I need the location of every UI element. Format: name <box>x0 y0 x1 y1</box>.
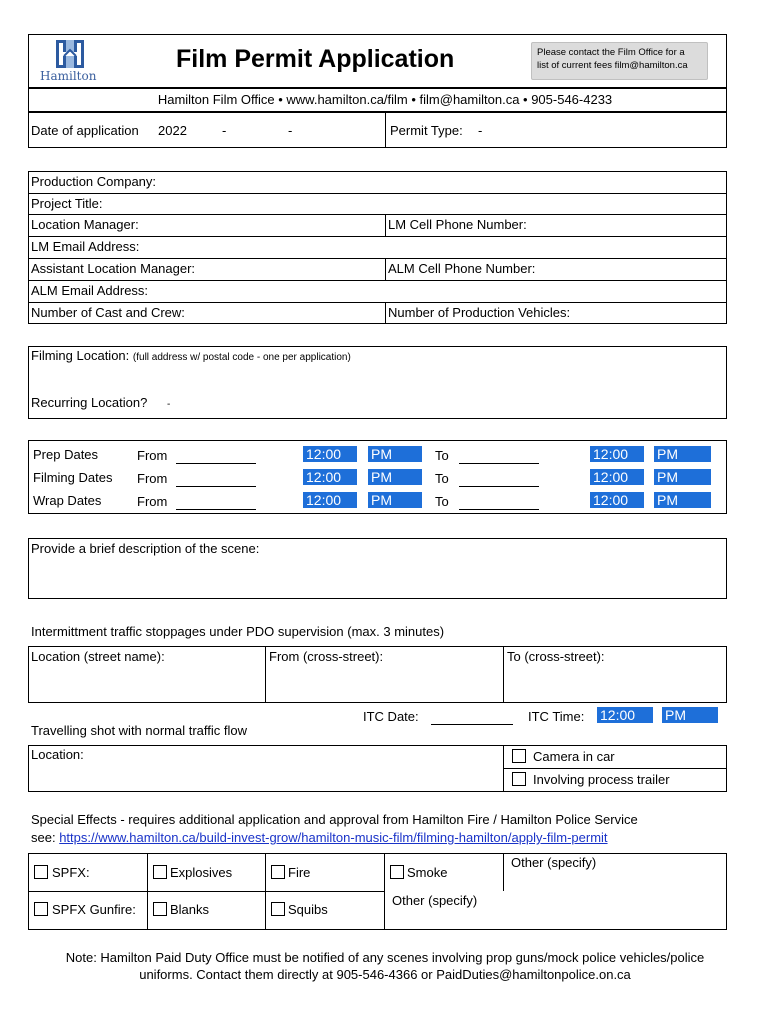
traffic-to-field[interactable]: To (cross-street): <box>507 649 605 664</box>
squibs-label: Squibs <box>288 902 328 917</box>
permit-type-select[interactable]: - <box>478 123 483 138</box>
travel-location-field[interactable]: Location: <box>31 747 84 762</box>
permit-type-label: Permit Type: <box>390 123 463 138</box>
camera-in-car-label: Camera in car <box>533 749 615 764</box>
location-manager-field[interactable]: Location Manager: <box>31 217 139 232</box>
itc-time-field[interactable]: 12:00 <box>597 707 653 723</box>
film-permit-link[interactable]: https://www.hamilton.ca/build-invest-grow/hamilton-music-film/filming-hamilton/apply-film-permit <box>59 830 608 845</box>
page-title: Film Permit Application <box>176 45 455 73</box>
smoke-label: Smoke <box>407 865 448 880</box>
effects-line2 <box>31 830 608 846</box>
filming-from-time[interactable]: 12:00 <box>303 469 357 485</box>
filming-from-date[interactable] <box>176 474 256 487</box>
spfx-checkbox[interactable] <box>34 865 48 879</box>
itc-ampm-field[interactable]: PM <box>662 707 718 723</box>
prep-to-date[interactable] <box>459 451 539 464</box>
filming-from-label: From <box>137 471 168 486</box>
date-month-sep[interactable]: - <box>222 123 227 138</box>
process-trailer-label: Involving process trailer <box>533 772 670 787</box>
note-line1: Note: Hamilton Paid Duty Office must be notified of any scenes involving prop guns/mock police vehicles/police <box>65 950 705 965</box>
prep-dates-label: Prep Dates <box>33 447 99 462</box>
effects-line1: Special Effects - requires additional application and approval from Hamilton Fire / Hamilton Police Service <box>31 812 638 827</box>
wrap-dates-label: Wrap Dates <box>33 493 102 508</box>
process-trailer-checkbox[interactable] <box>512 772 526 786</box>
explosives-checkbox[interactable] <box>153 865 167 879</box>
recurring-location-label: Recurring Location? <box>31 395 148 410</box>
smoke-checkbox[interactable] <box>390 865 404 879</box>
hamilton-logo <box>38 38 100 84</box>
wrap-from-time[interactable]: 12:00 <box>303 492 357 508</box>
wrap-from-label: From <box>137 494 168 509</box>
project-title-field[interactable]: Project Title: <box>31 196 103 211</box>
prep-from-ampm[interactable]: PM <box>368 446 422 462</box>
lm-email-field[interactable]: LM Email Address: <box>31 239 140 254</box>
itc-date-field[interactable] <box>431 712 513 725</box>
date-of-application-label: Date of application <box>31 123 139 138</box>
cast-crew-field[interactable]: Number of Cast and Crew: <box>31 305 185 320</box>
wrap-from-ampm[interactable]: PM <box>368 492 422 508</box>
squibs-checkbox[interactable] <box>271 902 285 916</box>
blanks-checkbox[interactable] <box>153 902 167 916</box>
explosives-label: Explosives <box>170 865 233 880</box>
travelling-shot-heading: Travelling shot with normal traffic flow <box>31 723 248 738</box>
alm-email-field[interactable]: ALM Email Address: <box>31 283 149 298</box>
date-year-field[interactable]: 2022 <box>158 123 187 138</box>
logo-text: Hamilton <box>40 69 97 83</box>
wrap-to-date[interactable] <box>459 497 539 510</box>
alm-cell-field[interactable]: ALM Cell Phone Number: <box>388 261 536 276</box>
alm-field[interactable]: Assistant Location Manager: <box>31 261 196 276</box>
prep-from-time[interactable]: 12:00 <box>303 446 357 462</box>
production-company-field[interactable]: Production Company: <box>31 174 157 189</box>
scene-description-label: Provide a brief description of the scene: <box>31 541 260 556</box>
filming-from-ampm[interactable]: PM <box>368 469 422 485</box>
filming-dates-label: Filming Dates <box>33 470 113 485</box>
itc-time-label: ITC Time: <box>528 709 585 724</box>
filming-location-note: (full address w/ postal code - one per application) <box>132 352 351 363</box>
blanks-label: Blanks <box>170 902 210 917</box>
filming-location-text: Filming Location: <box>31 348 130 363</box>
other-specify-1[interactable]: Other (specify) <box>511 855 597 870</box>
other-specify-2[interactable]: Other (specify) <box>392 893 478 908</box>
fees-note <box>531 42 708 80</box>
filming-location-label <box>31 348 351 366</box>
prep-to-time[interactable]: 12:00 <box>590 446 644 462</box>
spfx-gunfire-label: SPFX Gunfire: <box>52 902 136 917</box>
filming-to-time[interactable]: 12:00 <box>590 469 644 485</box>
contact-line: Hamilton Film Office • www.hamilton.ca/film • film@hamilton.ca • 905-546-4233 <box>157 92 613 107</box>
traffic-heading: Intermittment traffic stoppages under PDO supervision (max. 3 minutes) <box>31 624 445 639</box>
prep-from-label: From <box>137 448 168 463</box>
effects-see-label: see: <box>31 830 56 845</box>
wrap-to-time[interactable]: 12:00 <box>590 492 644 508</box>
filming-to-date[interactable] <box>459 474 539 487</box>
recurring-location-select[interactable]: - <box>167 399 171 410</box>
fire-label: Fire <box>288 865 311 880</box>
traffic-location-field[interactable]: Location (street name): <box>31 649 165 664</box>
filming-to-label: To <box>435 471 449 486</box>
spfx-gunfire-checkbox[interactable] <box>34 902 48 916</box>
wrap-to-label: To <box>435 494 449 509</box>
spfx-label: SPFX: <box>52 865 90 880</box>
filming-to-ampm[interactable]: PM <box>654 469 711 485</box>
city-hall-icon <box>38 38 100 70</box>
fees-note-line1: Please contact the Film Office for a <box>537 47 685 58</box>
wrap-from-date[interactable] <box>176 497 256 510</box>
note-line2: uniforms. Contact them directly at 905-546-4366 or PaidDuties@hamiltonpolice.on.ca <box>139 967 631 982</box>
fire-checkbox[interactable] <box>271 865 285 879</box>
traffic-from-field[interactable]: From (cross-street): <box>269 649 384 664</box>
camera-in-car-checkbox[interactable] <box>512 749 526 763</box>
wrap-to-ampm[interactable]: PM <box>654 492 711 508</box>
prep-to-ampm[interactable]: PM <box>654 446 711 462</box>
itc-date-label: ITC Date: <box>363 709 419 724</box>
prep-to-label: To <box>435 448 449 463</box>
prep-from-date[interactable] <box>176 451 256 464</box>
vehicles-field[interactable]: Number of Production Vehicles: <box>388 305 571 320</box>
fees-note-line2: list of current fees film@hamilton.ca <box>537 60 688 71</box>
lm-cell-field[interactable]: LM Cell Phone Number: <box>388 217 527 232</box>
date-day-sep[interactable]: - <box>288 123 293 138</box>
